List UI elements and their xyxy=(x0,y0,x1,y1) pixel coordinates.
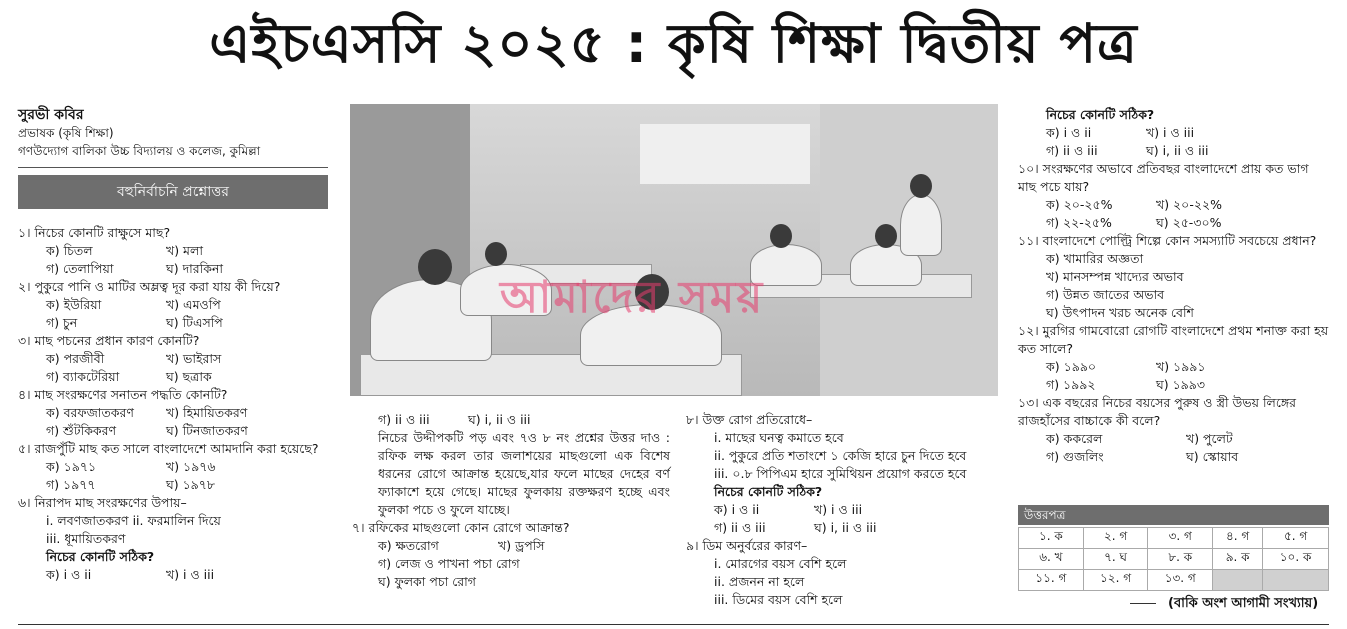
question-3: ৩। মাছ পচনের প্রধান কারণ কোনটি? xyxy=(18,333,200,348)
option: ক) খামারির অজ্ঞতা xyxy=(1046,251,1144,266)
statement: i. লবণজাতকরণ ii. ফরমালিন দিয়ে xyxy=(46,513,221,528)
option: ক) i ও ii xyxy=(714,502,760,517)
author-designation: প্রভাষক (কৃষি শিক্ষা) xyxy=(18,126,114,140)
statement: ii. পুকুরে প্রতি শতাংশে ১ কেজি হারে চুন দিতে হবে xyxy=(714,448,967,463)
bottom-rule xyxy=(18,624,1329,625)
option: ঘ) ১৯৭৮ xyxy=(166,477,216,492)
table-row xyxy=(1019,549,1329,570)
option: খ) ভাইরাস xyxy=(166,351,222,366)
statement: i. মোরগের বয়স বেশি হলে xyxy=(714,556,847,571)
option: খ) i ও iii xyxy=(166,567,215,582)
option: ক) চিতল xyxy=(46,243,93,258)
exam-hall-photo xyxy=(350,104,998,396)
option: ঘ) টিএসপি xyxy=(166,315,223,330)
page-title: এইচএসসি ২০২৫ : কৃষি শিক্ষা দ্বিতীয় পত্র xyxy=(209,12,1138,75)
option: ক) পরজীবী xyxy=(46,351,105,366)
option: ক) ইউরিয়া xyxy=(46,297,102,312)
option: খ) ১৯৯১ xyxy=(1156,359,1206,374)
statement: i. মাছের ঘনত্ব কমাতে হবে xyxy=(714,430,844,445)
answer-key-table xyxy=(1018,527,1329,591)
divider xyxy=(18,167,328,168)
table-cell: ৬. খ xyxy=(1019,549,1084,570)
option: গ) শুঁটকিকরণ xyxy=(46,423,117,438)
continuation-note: (বাকি অংশ আগামী সংখ্যায়) xyxy=(1168,596,1319,611)
question-6: ৬। নিরাপদ মাছ সংরক্ষণের উপায়– xyxy=(18,495,187,510)
option: গ) ১৯৯২ xyxy=(1046,377,1096,392)
table-row xyxy=(1019,528,1329,549)
option: ঘ) i, ii ও iii xyxy=(814,520,877,535)
question-column-4 xyxy=(1018,106,1330,466)
option: খ) i ও iii xyxy=(1146,125,1195,140)
statement: ii. প্রজনন না হলে xyxy=(714,574,805,589)
option: খ) ড্রপসি xyxy=(498,538,545,553)
option: খ) হিমায়িতকরণ xyxy=(166,405,248,420)
option: গ) ২২-২৫% xyxy=(1046,215,1112,230)
table-cell: ৭. ঘ xyxy=(1083,549,1148,570)
option: গ) ১৯৭৭ xyxy=(46,477,96,492)
author-institution: গণউদ্যোগ বালিকা উচ্চ বিদ্যালয় ও কলেজ, কুমিল্লা xyxy=(18,144,261,158)
question-column-2 xyxy=(352,411,670,591)
question-4: ৪। মাছ সংরক্ষণের সনাতন পদ্ধতি কোনটি? xyxy=(18,387,228,402)
option: ক) i ও ii xyxy=(46,567,92,582)
option: গ) ii ও iii xyxy=(1046,143,1098,158)
divider xyxy=(1130,603,1156,604)
option: ক) বরফজাতকরণ xyxy=(46,405,134,420)
prompt: নিচের কোনটি সঠিক? xyxy=(1046,107,1155,122)
option: খ) ২০-২২% xyxy=(1156,197,1222,212)
option: ঘ) i, ii ও iii xyxy=(1146,143,1209,158)
question-10: ১০। সংরক্ষণের অভাবে প্রতিবছর বাংলাদেশে প্রায় কত ভাগ মাছ পচে যায়? xyxy=(1018,161,1309,194)
option: ঘ) ১৯৯৩ xyxy=(1156,377,1206,392)
table-cell: ১১. গ xyxy=(1019,570,1084,591)
option: ক) ২০-২৫% xyxy=(1046,197,1113,212)
question-11: ১১। বাংলাদেশে পোল্ট্রি শিল্পে কোন সমস্যাটি সবচেয়ে প্রধান? xyxy=(1018,233,1317,248)
question-9: ৯। ডিম অনুর্বরের কারণ– xyxy=(686,538,808,553)
option: ঘ) স্কোয়াব xyxy=(1186,449,1239,464)
option: গ) গুজলিং xyxy=(1046,449,1104,464)
table-cell: ৫. গ xyxy=(1263,528,1329,549)
option: ঘ) টিনজাতকরণ xyxy=(166,423,248,438)
question-13: ১৩। এক বছরের নিচের বয়সের পুরুষ ও স্ত্রী উভয় লিঙ্গের রাজহাঁসের বাচ্চাকে কী বলে? xyxy=(1018,395,1297,428)
option: খ) মলা xyxy=(166,243,203,258)
option: ঘ) উৎপাদন খরচ অনেক বেশি xyxy=(1046,305,1194,320)
option: ঘ) ২৫-৩০% xyxy=(1156,215,1222,230)
table-cell: ১০. ক xyxy=(1263,549,1329,570)
table-cell: ৯. ক xyxy=(1213,549,1263,570)
option: গ) চুন xyxy=(46,315,78,330)
author-name: সুরভী কবির xyxy=(18,107,84,123)
table-cell: ১৩. গ xyxy=(1148,570,1213,591)
question-7: ৭। রফিকের মাছগুলো কোন রোগে আক্রান্ত? xyxy=(352,520,570,535)
question-2: ২। পুকুরে পানি ও মাটির অম্লত্ব দূর করা যায় কী দিয়ে? xyxy=(18,279,281,294)
statement: iii. ডিমের বয়স বেশি হলে xyxy=(714,592,843,607)
option: খ) পুলেট xyxy=(1186,431,1233,446)
question-column-1 xyxy=(18,224,336,584)
prompt: নিচের কোনটি সঠিক? xyxy=(46,549,155,564)
author-block xyxy=(18,106,338,160)
statement: iii. ০.৮ পিপিএম হারে সুমিথিয়ন প্রয়োগ করতে হবে xyxy=(714,466,967,481)
option: খ) এমওপি xyxy=(166,297,221,312)
option: গ) ব্যাকটেরিয়া xyxy=(46,369,120,384)
section-heading: বহুনির্বাচনি প্রশ্নোত্তর xyxy=(18,175,328,209)
option: খ) মানসম্পন্ন খাদ্যের অভাব xyxy=(1046,269,1184,284)
table-row xyxy=(1019,570,1329,591)
table-cell: ১. ক xyxy=(1019,528,1084,549)
option: গ) লেজ ও পাখনা পচা রোগ xyxy=(378,556,520,571)
option: খ) i ও iii xyxy=(814,502,863,517)
option: গ) উন্নত জাতের অভাব xyxy=(1046,287,1165,302)
statement: iii. ধূমায়িতকরণ xyxy=(46,531,126,546)
option: ক) ১৯৯০ xyxy=(1046,359,1097,374)
table-cell: ১২. গ xyxy=(1083,570,1148,591)
table-cell: ৪. গ xyxy=(1213,528,1263,549)
prompt: নিচের কোনটি সঠিক? xyxy=(714,484,823,499)
option: গ) ii ও iii xyxy=(378,412,430,427)
table-cell-empty xyxy=(1213,570,1263,591)
option: ঘ) ফুলকা পচা রোগ xyxy=(378,574,476,589)
option: ঘ) ছত্রাক xyxy=(166,369,212,384)
table-cell: ৮. ক xyxy=(1148,549,1213,570)
option: ঘ) i, ii ও iii xyxy=(468,412,531,427)
stimulus-text: নিচের উদ্দীপকটি পড় এবং ৭ও ৮ নং প্রশ্নের উত্তর দাও : রফিক লক্ষ করল তার জলাশয়ের মাছগুলো এক বিশেষ ধরনের রোগে আক্রান্ত হয়েছে,যার ফলে মাছের দেহের বর্ণ ফ্যাকাশে হয়ে গেছে। মাছের ফুলকায় রক্তক্ষরণ হচ্ছে এবং ফুলকা পচে ও ফুলে যাচ্ছে। xyxy=(378,430,670,517)
option: ক) ১৯৭১ xyxy=(46,459,97,474)
option: ক) ক্ষতরোগ xyxy=(378,538,439,553)
watermark-logo: আমাদের সময় xyxy=(500,272,765,323)
option: ঘ) দারকিনা xyxy=(166,261,224,276)
question-5: ৫। রাজপুঁটি মাছ কত সালে বাংলাদেশে আমদানি করা হয়েছে? xyxy=(18,441,319,456)
option: ক) ককরেল xyxy=(1046,431,1103,446)
question-12: ১২। মুরগির গামবোরো রোগটি বাংলাদেশে প্রথম শনাক্ত করা হয় কত সালে? xyxy=(1018,323,1329,356)
question-column-3 xyxy=(686,411,1004,609)
answer-key-heading: উত্তরপত্র xyxy=(1018,505,1329,525)
option: গ) তেলাপিয়া xyxy=(46,261,114,276)
question-8: ৮। উক্ত রোগ প্রতিরোধে– xyxy=(686,412,813,427)
option: খ) ১৯৭৬ xyxy=(166,459,216,474)
question-1: ১। নিচের কোনটি রাক্ষুসে মাছ? xyxy=(18,225,171,240)
table-cell: ৩. গ xyxy=(1148,528,1213,549)
table-cell-empty xyxy=(1263,570,1329,591)
option: গ) ii ও iii xyxy=(714,520,766,535)
option: ক) i ও ii xyxy=(1046,125,1092,140)
table-cell: ২. গ xyxy=(1083,528,1148,549)
